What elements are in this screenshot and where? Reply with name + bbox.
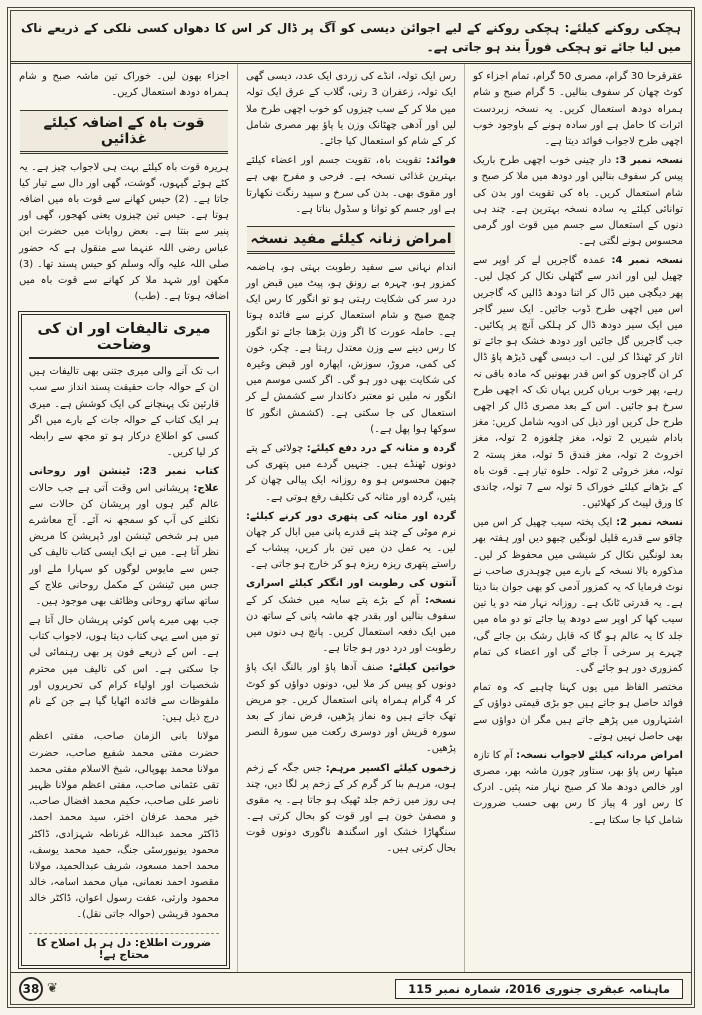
publications-box [21, 314, 227, 966]
paragraph-text: اندام نہانی سے سفید رطوبت بہتی ہو، ہاضمہ کمزور ہو، چہرہ بے رونق ہو، پیٹ میں قبض اور درد سر کی شکایت رہتی ہو تو انگور کا رس ایک چمچ صبح و شام استعمال کرنے سے فائدہ ہوتا ہے۔ حاملہ عورت کا اگر وزن بڑھتا جائے تو انگور کا رس دینے سے وزن معتدل رہتا ہے۔ چکر، خون کی کمی، مروڑ، سوزش، اپھارہ اور قبض وغیرہ کی شکایت بھی دور ہو گی۔ اگر کسی موسم میں انگور نہ ملیں تو معتبر دکاندار سے کشمش لے کر استعمال کی جا سکتی ہے۔ (کشمش انگور کا سوکھا ہوا پھل ہے۔) [246, 261, 456, 435]
section-heading-strength-foods: قوت باہ کے اضافہ کیلئے غذائیں [20, 110, 228, 154]
paragraph-mens-ailments-recipe [473, 748, 683, 829]
paragraph-book-23-tension [29, 464, 219, 610]
paragraph-text: صنف آدھا پاؤ اور بالنگ ایک پاؤ دونوں کو پیس کر ملا لیں، دونوں دواؤں کو کوٹ کر 4 گرام ہمراہ پانی استعمال کریں۔ جو مریض تھک جاتے ہیں وہ نماز پڑھیں، فرض نماز کے بعد سورہ قریش اور دوسری رکعت میں سورۃ النصر پڑھیں۔ [246, 662, 456, 755]
paragraph-benefits [246, 153, 456, 218]
recipe-2-label: نسخہ نمبر 2: [616, 517, 683, 529]
paragraph-kidney-bladder-pain [246, 441, 456, 506]
paragraph-aqarqarha-recipe [473, 69, 683, 150]
page-number-area [19, 977, 58, 1001]
paragraph-text: نرم موٹی کے چند پتے قدرے پانی میں ابال کر چھان لیں۔ یہ عمل دن میں تین بار کریں، پیشاب کے راستے پتھری ریزہ ریزہ ہو کر خارج ہو جاتی ہے۔ [246, 526, 456, 571]
paragraph-publications-intro [29, 364, 219, 461]
paragraph-text: پریشانی اس وقت آتی ہے جب حالات عالم گیر ہوں اور پریشان کن حالات سے نکلنے کی آپ کو سمجھ نہ آئے۔ آج معاشرے میں ہر شخص ٹینشن اور ڈپریشن کا مریض نظر آتا ہے۔ میں نے ایک ایسی کتاب تالیف کی جس سے مایوس لوگوں کو سہارا ملے اور جس میں ٹینشن کے مکمل روحانی علاج کے ساتھ ساتھ روحانی وظائف بھی موجود ہیں۔ [29, 482, 219, 607]
publications-heading: میری تالیفات اور ان کی وضاحت [29, 321, 219, 359]
section-heading-womens-ailments: امراض زنانہ کیلئے مفید نسخہ [247, 226, 455, 254]
banner-text: ہچکی روکنے کے لیے اجوائن دیسی کو آگ پر ڈال کر اس کا دھواں کسی نلکی کے ذریعے ناک میں لیا جائے تو ہچکی فوراً بند ہو جاتی ہے۔ [21, 21, 681, 54]
wound-ointment-label: زخموں کیلئے اکسیر مرہم: [325, 762, 456, 774]
paragraph-scholars-names-list [29, 729, 219, 923]
mens-ailments-label: امراض مردانہ کیلئے لاجواب نسخہ: [516, 749, 683, 761]
paragraph-for-women [246, 660, 456, 757]
for-women-label: خواتین کیلئے: [388, 662, 456, 674]
paragraph-wound-ointment [246, 761, 456, 858]
benefits-label: فوائد: [426, 155, 456, 167]
content-columns [11, 64, 691, 972]
paragraph-recipe-3 [473, 153, 683, 250]
publications-footnote: ضرورت اطلاع: دل ہر پل اصلاح کا محتاج ہے! [29, 933, 219, 961]
paragraph-text: اب تک آنے والی میری جتنی بھی تالیفات ہیں ان کے حوالہ جات حقیقت پسند انداز سے سب قارئین تک پہنچانے کی ایک کوشش ہے۔ میری ہر ایک کتاب کے حوالہ جات کے بارے میں اگر کسی کو اطلاع درکار ہو تو مجھ سے رابطہ کر لیا کریں۔ [29, 366, 219, 459]
paragraph-text: مختصر الفاظ میں یوں کہنا چاہیے کہ وہ تمام فوائد حاصل ہو جاتے ہیں جو بڑی قیمتی دواؤں کے اشتہاروں میں پڑھے جاتے ہیں مگر ان دواؤں سے بھی حاصل نہیں ہوتے۔ [473, 682, 683, 742]
kidney-pain-label: گردہ و مثانہ کے درد دفع کیلئے: [306, 442, 456, 454]
paragraph-benefits-summary [473, 680, 683, 745]
column-second [238, 64, 465, 972]
paragraph-text: اجزاء بھون لیں۔ خوراک تین ماشہ صبح و شام ہمراہ دودھ استعمال کریں۔ [19, 71, 229, 99]
paragraph-text: آم کا تازہ میٹھا رس پاؤ بھر، ستاور چورن ماشہ بھر، مصری اور خالص دودھ ملا کر صبح نہار منہ پئیں۔ ادرک کا رس اور 4 پیاز کا رس بھی حسب ضرورت شامل کیا جا سکتا ہے۔ [473, 749, 683, 826]
top-tip-banner [11, 11, 691, 64]
paragraph-text: تقویت باہ، تقویت جسم اور اعضاء کیلئے بہترین غذائی نسخہ ہے۔ فرحی و مفرح بھی ہے اور مقوی بھی۔ بدن کی سرخ و سپید رنگت نکھارتا ہے اور جسم کو توانا و سڈول بناتا ہے۔ [246, 155, 456, 215]
paragraph-text: دار چینی خوب اچھی طرح باریک پیس کر سفوف بنالیں اور دودھ میں ملا کر صبح و شام استعمال کریں۔ باہ کی تقویت اور بدن کی توانائی کیلئے یہ سادہ نسخہ بہترین ہے۔ چند ہی دنوں کے استعمال سے جسم میں قوت اور گرمی محسوس ہونے لگتی ہے۔ [473, 155, 683, 248]
recipe-3-label: نسخہ نمبر 3: [615, 155, 683, 167]
paragraph-text: عمدہ گاجریں لے کر اوپر سے چھیل لیں اور اندر سے گٹھلی نکال کر کچل لیں۔ پھر دیگچی میں ڈال کر اتنا دودھ ڈالیں کہ گاجریں اس میں اچھی طرح ڈوب جائیں۔ ایک سیر گاجر میں ایک سیر دودھ ڈال کر ہلکی آنچ پر پکائیں۔ جب گاجریں گل جائیں اور دودھ خشک ہو جائے تو اتار کر ٹھنڈا کر لیں۔ اب دیسی گھی ڈیڑھ پاؤ ڈال کر ان گاجروں کو اس قدر بھونیں کہ مادہ باقی نہ رہے، پھر خوب بریاں کریں یہاں تک کہ اچھی طرح سرخ ہو جائیں۔ اس کے بعد مصری ڈال کر اچھی طرح حل کریں اور ذیل کی ادویہ شامل کریں: مغز بادام شیریں 2 تولہ، مغز چلغوزہ 2 تولہ، مغز اخروٹ 2 تولہ، مغز فندق 5 تولہ، مغز پستہ 2 تولہ، مغز خروٹی 2 تولہ۔ حلوہ تیار ہے۔ قوت باہ کے بڑھانے کیلئے خوراک 5 تولہ سے 7 تولہ، چاندی کا ورق لپیٹ کر کھلائیں۔ [473, 255, 684, 510]
paragraph-text: ہریرہ قوت باہ کیلئے بہت ہی لاجواب چیز ہے۔ یہ کٹے ہوئے گیہوں، گوشت، گھی اور دال سے تیار کیا جاتا ہے۔ (2) حیس کھانے سے قوت باہ میں اضافہ ہوتا ہے۔ حیس تین چیزوں یعنی کھجور، گھی اور پنیر سے بنتا ہے۔ بعض روایات میں حضرت ابن عباس رضی اللہ عنہما سے منقول ہے کہ حضور صلی اللہ علیہ وآلہ وسلم کو حیس پسند تھا۔ (3) مکھن اور شہد ملا کر کھانے سے قوت باہ میں اضافہ ہوتا ہے۔ (طب) [19, 161, 230, 303]
banner-lead: ہچکی روکنے کیلئے: [564, 20, 681, 35]
paragraph-text: عقرقرحا 30 گرام، مصری 50 گرام، تمام اجزاء کو کوٹ چھان کر سفوف بنالیں۔ 5 گرام صبح و شام ہمراہ دودھ استعمال کریں۔ یہ نسخہ زبردست اثرات کا حامل ہے اور سادہ ہونے کے باوجود خوب اچھی طرح لاجواب فوائد دیتا ہے۔ [473, 71, 683, 147]
paragraph-text: مولانا بانی الزمان صاحب، مفتی اعظم حضرت مفتی محمد شفیع صاحب، حضرت مولانا محمد بھوپالی، شیخ الاسلام مفتی محمد تقی عثمانی صاحب، مفتی اعظم مولانا ظہیر ناصر علی صاحب، حکیم محمد افضال صاحب، خیر محمد عرفان اختر، سید محمد احمد، ڈاکٹر محمد عبداللہ غرناطہ شہزادی، ڈاکٹر محمود یونیورسٹی جنگ، حمید محمد یوسف، محمد احمد مسعود، شریف عبدالحمید، مولانا مقصود احمد نعمانی، میاں محمد اسامہ، خالد محمود وارثی، عفت رسول اعوان، ڈاکٹر خالد محمود قریشی (حوالہ جاتی نقل)۔ [29, 731, 219, 921]
kidney-stone-label: گردہ اور مثانہ کی پتھری دور کرنے کیلئے: [246, 510, 456, 522]
paragraph-intestinal-remedy [246, 576, 456, 657]
paragraph-grape-juice-remedy [246, 260, 456, 438]
column-third [11, 64, 238, 972]
paragraph-book-description [29, 613, 219, 726]
paragraph-dosage-note [19, 69, 229, 101]
paragraph-strength-foods [19, 160, 229, 306]
magazine-issue-label: ماہنامہ عبقری جنوری 2016، شمارہ نمبر 115 [395, 979, 683, 999]
paragraph-kidney-stone-remedy [246, 509, 456, 574]
recipe-4-label: نسخہ نمبر 4: [611, 255, 683, 267]
footer-bar [11, 972, 691, 1004]
paragraph-egg-saffron-recipe [246, 69, 456, 150]
paragraph-recipe-2-apple-tonic [473, 515, 683, 677]
paragraph-recipe-4-carrot-halwa [473, 253, 683, 512]
paragraph-text: چولائی کے پتے دونوں ٹھنڈے ہیں۔ جنہیں گردے میں پتھری کی چبھن محسوس ہو وہ روزانہ ایک پیالی چھان کر پئیں، گردہ اور مثانہ کی تکلیف رفع ہوتی ہے۔ [246, 442, 456, 503]
intestinal-label: آنتوں کی رطوبت اور انگکر کیلئے اسراری نسخہ: [246, 578, 456, 606]
paragraph-text: جس جگہ کے زخم ہوں، مرہم بنا کر گرم کر کے زخم پر لگا دیں، چند ہی روز میں زخم جلد ٹھیک ہو جاتا ہے۔ یہ مقوی و مصفیٰ خون ہے اور قوت کو بحال کرتی ہے۔ سنگھاڑا خشک اور اسگندھ ناگوری دونوں قوت بحال کرتی ہیں۔ [246, 762, 456, 855]
book-23-label: کتاب نمبر 23: ٹینشن اور روحانی علاج: [29, 466, 219, 494]
paragraph-text: ایک پختہ سیب چھیل کر اس میں چاقو سے قدرے قلیل لونگیں چبھو دیں اور ہفتہ بھر بعد لونگیں نکال کر شیشی میں محفوظ کر لیں۔ مذکورہ بالا نسخہ کے بارے میں چوہدری صاحب نے نوٹ فرمایا کہ یہ کمزور آدمی کو بھی جوان بنا دیتا ہے۔ یہ قدرتی ٹانک ہے۔ روزانہ نہار منہ دو یا تین سیب کھا کر اوپر سے دودھ پیا جائے تو دو ماہ میں جلد کا یہ عالم ہو گا کہ قابل رشک بن جائے گی، چہرے پر سرخی آ جائے گی اور اعضاء کی تمام کمزوری دور ہو جائے گی۔ [473, 517, 683, 674]
page-number-badge: 38 [19, 977, 43, 1001]
page-outer-border [7, 7, 695, 1008]
column-first [465, 64, 691, 972]
page-inner-border [10, 10, 692, 1005]
corner-leaf-ornament-icon: ❦ [47, 981, 58, 996]
paragraph-text: جب بھی میرے پاس کوئی پریشان حال آتا ہے تو میں اسے یہی کتاب دیتا ہوں، لاجواب کتاب ہے۔ اس کے ذریعے فون پر بھی رہنمائی لی جا سکتی ہے۔ اس کی تالیف میں محترم شخصیات اور اولیاء کرام کی تحریروں اور ملفوظات سے فائدہ اٹھایا گیا ہے جن کے نام درج ذیل ہیں: [29, 615, 219, 724]
paragraph-text: رس ایک تولہ، انڈے کی زردی ایک عدد، دیسی گھی ایک تولہ، زعفران 3 رتی، گلاب کے عرق ایک تولہ میں ملا کر کے سب چیزوں کو خوب اچھی طرح ملا لیں اور آدھی چھٹانک وزن یا پاؤ بھر مصری شامل کر کے شام کو استعمال کیا جائے۔ [246, 71, 456, 147]
paragraph-text: آم کے بڑے پتے سایہ میں خشک کر کے سفوف بنالیں اور بقدر چھ ماشہ پانی کے ساتھ دن میں ایک دفعہ استعمال کریں۔ پانچ ہی دنوں میں رطوبت اور درد دور ہو جاتا ہے۔ [246, 594, 456, 655]
